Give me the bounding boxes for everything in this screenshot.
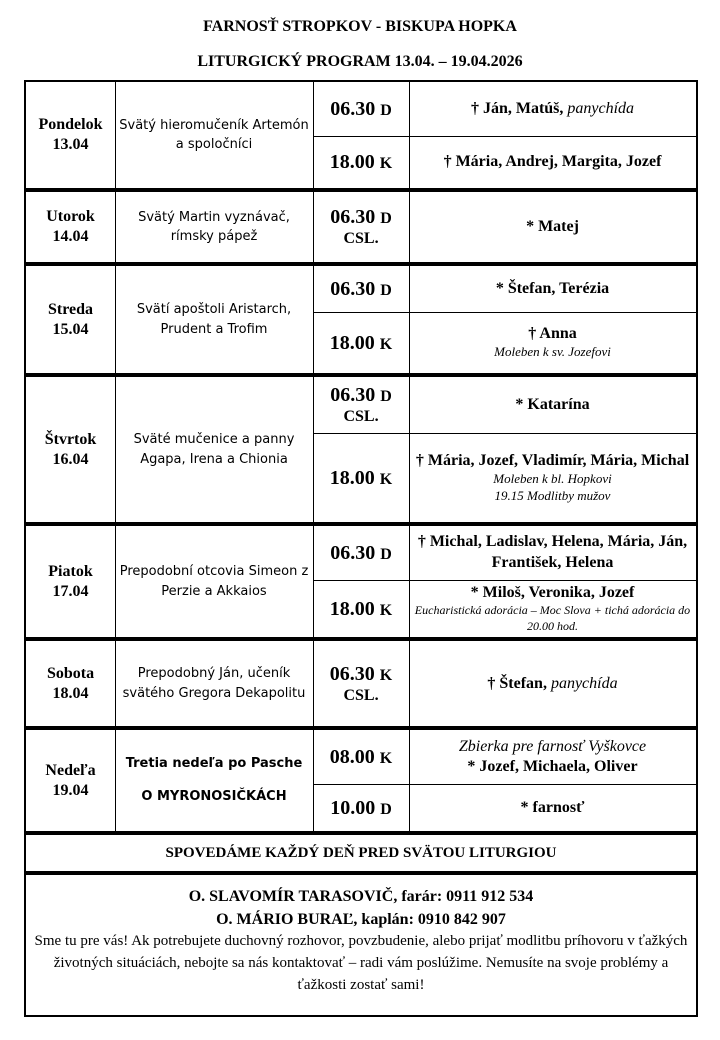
pastor-contact: O. SLAVOMÍR TARASOVIČ, farár: 0911 912 534 [188,888,534,905]
mass-intention: * Katarína [515,396,590,413]
mass-intention: * Miloš, Veronika, Jozef Eucharistická adorácia – Moc Slova + tichá adorácia do 20.00 hod. [414,583,691,633]
saint-of-day: Svätý Martin vyznávač, rímsky pápež [138,209,290,244]
service-time: 06.30 D [330,542,392,564]
service-time: 18.00 K [329,597,393,620]
contact-message: Sme tu pre vás! Ak potrebujete duchovný rozhovor, povzbudenie, alebo prijať modlitbu príhovoru v ťažkých životných situáciách, nebojte sa nás kontaktovať – radi vám poslúžime. Nemusíte na svoje problémy a ťažkosti zostať sami! [34,933,688,993]
day-block-sunday [24,728,698,833]
day-label: Streda 15.04 [47,300,94,338]
program-title: LITURGICKÝ PROGRAM 13.04. – 19.04.2026 [197,53,523,70]
day-block-saturday [24,639,698,728]
service-time: 08.00 K [329,746,393,768]
mass-intention: † Mária, Andrej, Margita, Jozef [443,153,662,170]
day-block-wednesday [24,264,698,375]
day-label: Sobota 18.04 [46,664,95,702]
confession-notice: SPOVEDÁME KAŽDÝ DEŇ PRED SVÄTOU LITURGIOU [24,833,698,873]
service-time: 06.30 D CSL. [330,206,392,248]
mass-intention: * Štefan, Terézia [495,280,610,297]
mass-intention: † Mária, Jozef, Vladimír, Mária, Michal Moleben k bl. Hopkovi 19.15 Modlitby mužov [415,451,690,503]
saint-of-day: Prepodobný Ján, učeník svätého Gregora Dekapolitu [122,666,306,701]
contact-info [24,873,698,1017]
mass-intention: * farnosť [520,798,585,816]
day-label: Piatok 17.04 [48,562,93,600]
day-label: Nedeľa 19.04 [45,761,96,799]
mass-intention: Zbierka pre farnosť Vyškovce * Jozef, Michaela, Oliver [458,738,647,775]
saint-of-day: Tretia nedeľa po Pasche O MYRONOSIČKÁCH [125,756,303,804]
mass-intention: † Štefan, panychída [487,674,618,692]
saint-of-day: Svätý hieromučeník Artemón a spoločníci [119,117,309,152]
saint-of-day: Sväté mučenice a panny Agapa, Irena a Chionia [133,432,295,467]
day-label: Štvrtok 16.04 [44,430,97,468]
day-block-monday [24,80,698,190]
day-block-friday [24,524,698,639]
service-time: 18.00 K [329,466,393,489]
mass-intention: * Matej [526,218,579,235]
mass-intention: † Ján, Matúš, panychída [470,100,635,117]
service-time: 06.30 D [330,278,392,300]
service-time: 10.00 D [330,796,392,819]
saint-of-day: Svätí apoštoli Aristarch, Prudent a Trofim [136,302,292,337]
service-time: 06.30 D [330,98,392,120]
day-label: Pondelok 13.04 [38,116,103,153]
day-block-tuesday [24,190,698,264]
service-time: 06.30 D CSL. [330,384,392,426]
service-time: 18.00 K [329,331,393,354]
mass-intention: † Michal, Ladislav, Helena, Mária, Ján, František, Helena [417,533,688,571]
parish-title: FARNOSŤ STROPKOV - BISKUPA HOPKA [203,18,517,35]
day-block-thursday [24,375,698,524]
day-label: Utorok 14.04 [46,208,95,245]
mass-intention: † Anna Moleben k sv. Jozefovi [494,325,611,360]
chaplain-contact: O. MÁRIO BURAĽ, kaplán: 0910 842 907 [216,911,506,929]
service-time: 18.00 K [329,151,393,173]
service-time: 06.30 K CSL. [329,662,393,704]
saint-of-day: Prepodobní otcovia Simeon z Perzie a Akkaios [119,564,309,599]
